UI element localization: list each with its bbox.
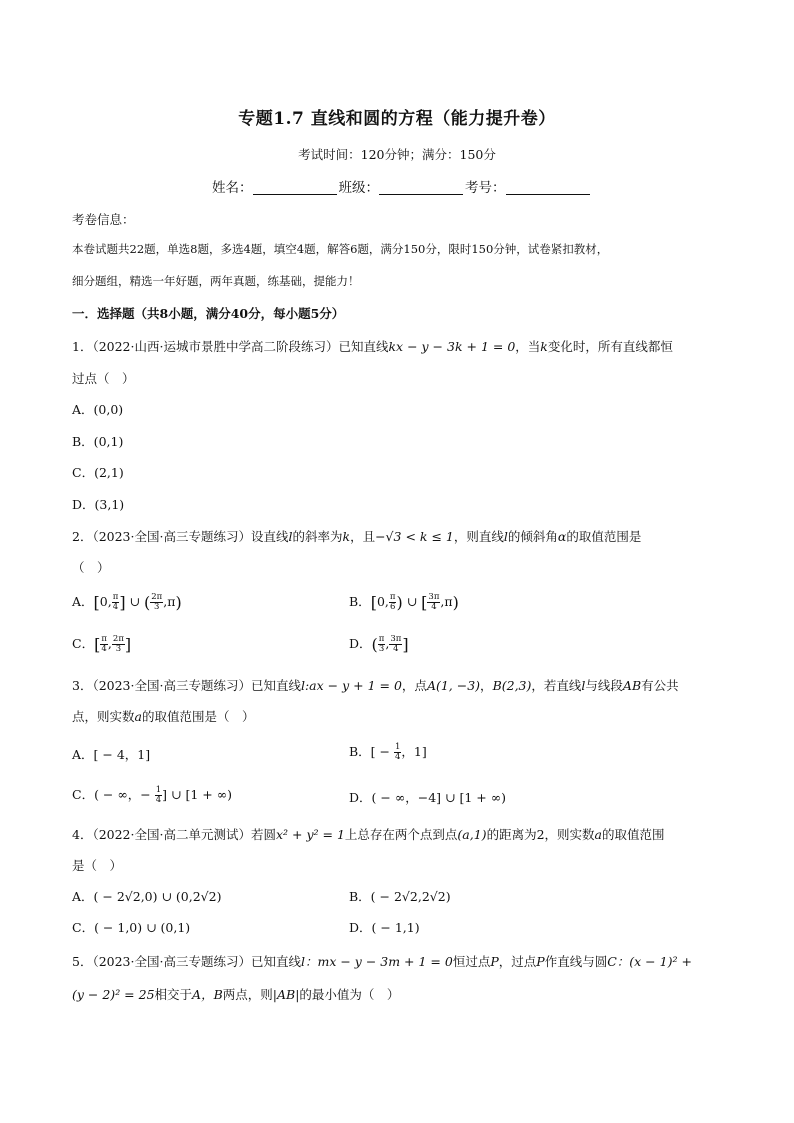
q1-option-c[interactable]: C．(2,1): [72, 465, 124, 480]
q2-option-d[interactable]: D．( $\frac{\pi}{3}$ , $\frac{3\pi}{4}$ ]: [349, 634, 409, 654]
q3-stem-line1: 3．（2023·全国·高三专题练习）已知直线l:ax − y + 1 = 0，点A(1, −3)，B(2,3)，若直线l与线段AB有公共: [72, 678, 679, 693]
info-line-2: 细分题组，精选一年好题，两年真题，练基础，提能力！: [72, 274, 360, 288]
student-info-fields: [212, 176, 592, 196]
q1-stem-line2: 过点（ ）: [72, 371, 135, 386]
exam-duration-score: 考试时间：120分钟；满分：150分: [298, 147, 496, 162]
q3-option-b[interactable]: B．[ − $\frac{1}{4}$ ，1]: [349, 742, 427, 762]
q2-option-b[interactable]: B．[0, $\frac{\pi}{6}$ ) ∪ [ $\frac{3\pi}{4}$ ,π): [349, 592, 459, 612]
info-line-1: 本卷试题共22题，单选8题，多选4题，填空4题，解答6题，满分150分，限时150分钟，试卷紧扣教材，: [72, 242, 609, 256]
class-label: 班级：: [338, 180, 379, 196]
q2-stem-line2: （ ）: [72, 560, 110, 575]
q4-option-d[interactable]: D．( − 1,1): [349, 920, 420, 935]
info-heading: 考卷信息：: [72, 212, 135, 227]
q4-stem-line2: 是（ ）: [72, 858, 123, 873]
q4-option-c[interactable]: C．( − 1,0) ∪ (0,1): [72, 920, 191, 935]
q1-option-b[interactable]: B．(0,1): [72, 434, 124, 449]
page-title: 专题1.7 直线和圆的方程（能力提升卷）: [238, 109, 556, 129]
q1-stem-line1: 1．（2022·山西·运城市景胜中学高二阶段练习）已知直线kx − y − 3k + 1 = 0，当k变化时，所有直线都恒: [72, 339, 673, 354]
q3-option-c[interactable]: C．( − ∞，− $\frac{1}{4}$ ] ∪ [1 + ∞): [72, 785, 232, 805]
q4-option-b[interactable]: B．( − 2√2,2√2): [349, 889, 451, 904]
q5-stem-line1: 5．（2023·全国·高三专题练习）已知直线l：mx − y − 3m + 1 = 0恒过点P，过点P作直线与圆C：(x − 1)² +: [72, 954, 692, 969]
q1-option-d[interactable]: D．(3,1): [72, 497, 125, 512]
q3-option-d[interactable]: D．( − ∞，−4] ∪ [1 + ∞): [349, 790, 506, 805]
name-blank[interactable]: [253, 180, 337, 195]
q3-option-a[interactable]: A．[ − 4，1]: [72, 747, 151, 762]
q3-stem-line2: 点，则实数a的取值范围是（ ）: [72, 709, 255, 724]
q2-option-a[interactable]: A．[0, $\frac{\pi}{4}$ ] ∪ ( $\frac{2\pi}{3}$ ,π): [72, 592, 182, 612]
q4-option-a[interactable]: A．( − 2√2,0) ∪ (0,2√2): [72, 889, 222, 904]
q4-stem-line1: 4．（2022·全国·高二单元测试）若圆x² + y² = 1上总存在两个点到点(a,1)的距离为2，则实数a的取值范围: [72, 827, 665, 842]
class-blank[interactable]: [379, 180, 463, 195]
q5-stem-line2: (y − 2)² = 25相交于A，B两点，则|AB|的最小值为（ ）: [72, 987, 400, 1002]
q2-stem-line1: 2．（2023·全国·高三专题练习）设直线l的斜率为k，且−√3 < k ≤ 1，则直线l的倾斜角α的取值范围是: [72, 529, 642, 544]
q1-option-a[interactable]: A．(0,0): [72, 402, 124, 417]
number-blank[interactable]: [506, 180, 590, 195]
name-label: 姓名：: [212, 180, 253, 196]
number-label: 考号：: [465, 180, 506, 196]
q2-option-c[interactable]: C．[ $\frac{\pi}{4}$ , $\frac{2\pi}{3}$ ]: [72, 634, 132, 654]
section-heading: 一．选择题（共8小题，满分40分，每小题5分）: [72, 306, 345, 321]
